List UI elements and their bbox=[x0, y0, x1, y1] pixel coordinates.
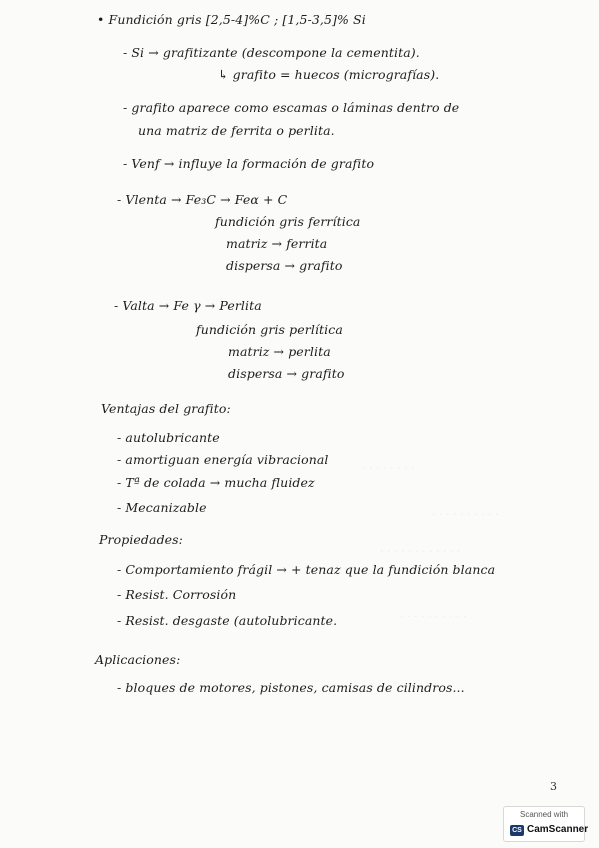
note-line: - Valta → Fe γ → Perlita bbox=[114, 298, 262, 313]
note-line: dispersa → grafito bbox=[228, 366, 345, 381]
note-line: una matriz de ferrita o perlita. bbox=[138, 123, 335, 138]
note-line: matriz → ferrita bbox=[226, 236, 328, 251]
note-line: - Vlenta → Fe₃C → Feα + C bbox=[117, 192, 288, 207]
note-line: fundición gris ferrítica bbox=[215, 214, 361, 229]
list-item: - Comportamiento frágil → + tenaz que la fundición blanca bbox=[117, 562, 496, 577]
note-line: - Venf → influye la formación de grafito bbox=[123, 156, 375, 171]
section-heading-properties: Propiedades: bbox=[99, 532, 183, 547]
camscanner-logo-icon: CS bbox=[510, 825, 524, 836]
show-through-text: · · · · · · · · · · bbox=[400, 610, 467, 623]
note-line: fundición gris perlítica bbox=[196, 322, 343, 337]
section-heading-applications: Aplicaciones: bbox=[95, 652, 181, 667]
list-item: - Mecanizable bbox=[117, 500, 207, 515]
camscanner-badge bbox=[503, 806, 589, 842]
page-number: 3 bbox=[550, 780, 557, 793]
show-through-text: · · · · · · · · bbox=[362, 462, 415, 475]
note-line: matriz → perlita bbox=[228, 344, 331, 359]
note-line: - Si → grafitizante (descompone la cementita). bbox=[123, 45, 420, 60]
list-item: - Tª de colada → mucha fluidez bbox=[117, 475, 315, 490]
cast-iron-heading: • Fundición gris [2,5-4]%C ; [1,5-3,5]% Si bbox=[97, 12, 366, 27]
note-line: - grafito aparece como escamas o láminas dentro de bbox=[123, 100, 460, 115]
list-item: - amortiguan energía vibracional bbox=[117, 452, 329, 467]
note-line: dispersa → grafito bbox=[226, 258, 343, 273]
badge-caption: Scanned with bbox=[519, 810, 569, 819]
list-item: - bloques de motores, pistones, camisas de cilindros... bbox=[117, 680, 465, 695]
list-item: - Resist. desgaste (autolubricante. bbox=[117, 613, 338, 628]
badge-name: CamScanner bbox=[527, 824, 589, 835]
list-item: - autolubricante bbox=[117, 430, 220, 445]
show-through-text: · · · · · · · · · · · · bbox=[380, 545, 461, 558]
show-through-text: · · · · · · · · · · bbox=[432, 508, 499, 521]
section-heading-advantages: Ventajas del grafito: bbox=[101, 401, 231, 416]
note-line: ↳ grafito = huecos (micrografías). bbox=[218, 67, 440, 82]
list-item: - Resist. Corrosión bbox=[117, 587, 237, 602]
